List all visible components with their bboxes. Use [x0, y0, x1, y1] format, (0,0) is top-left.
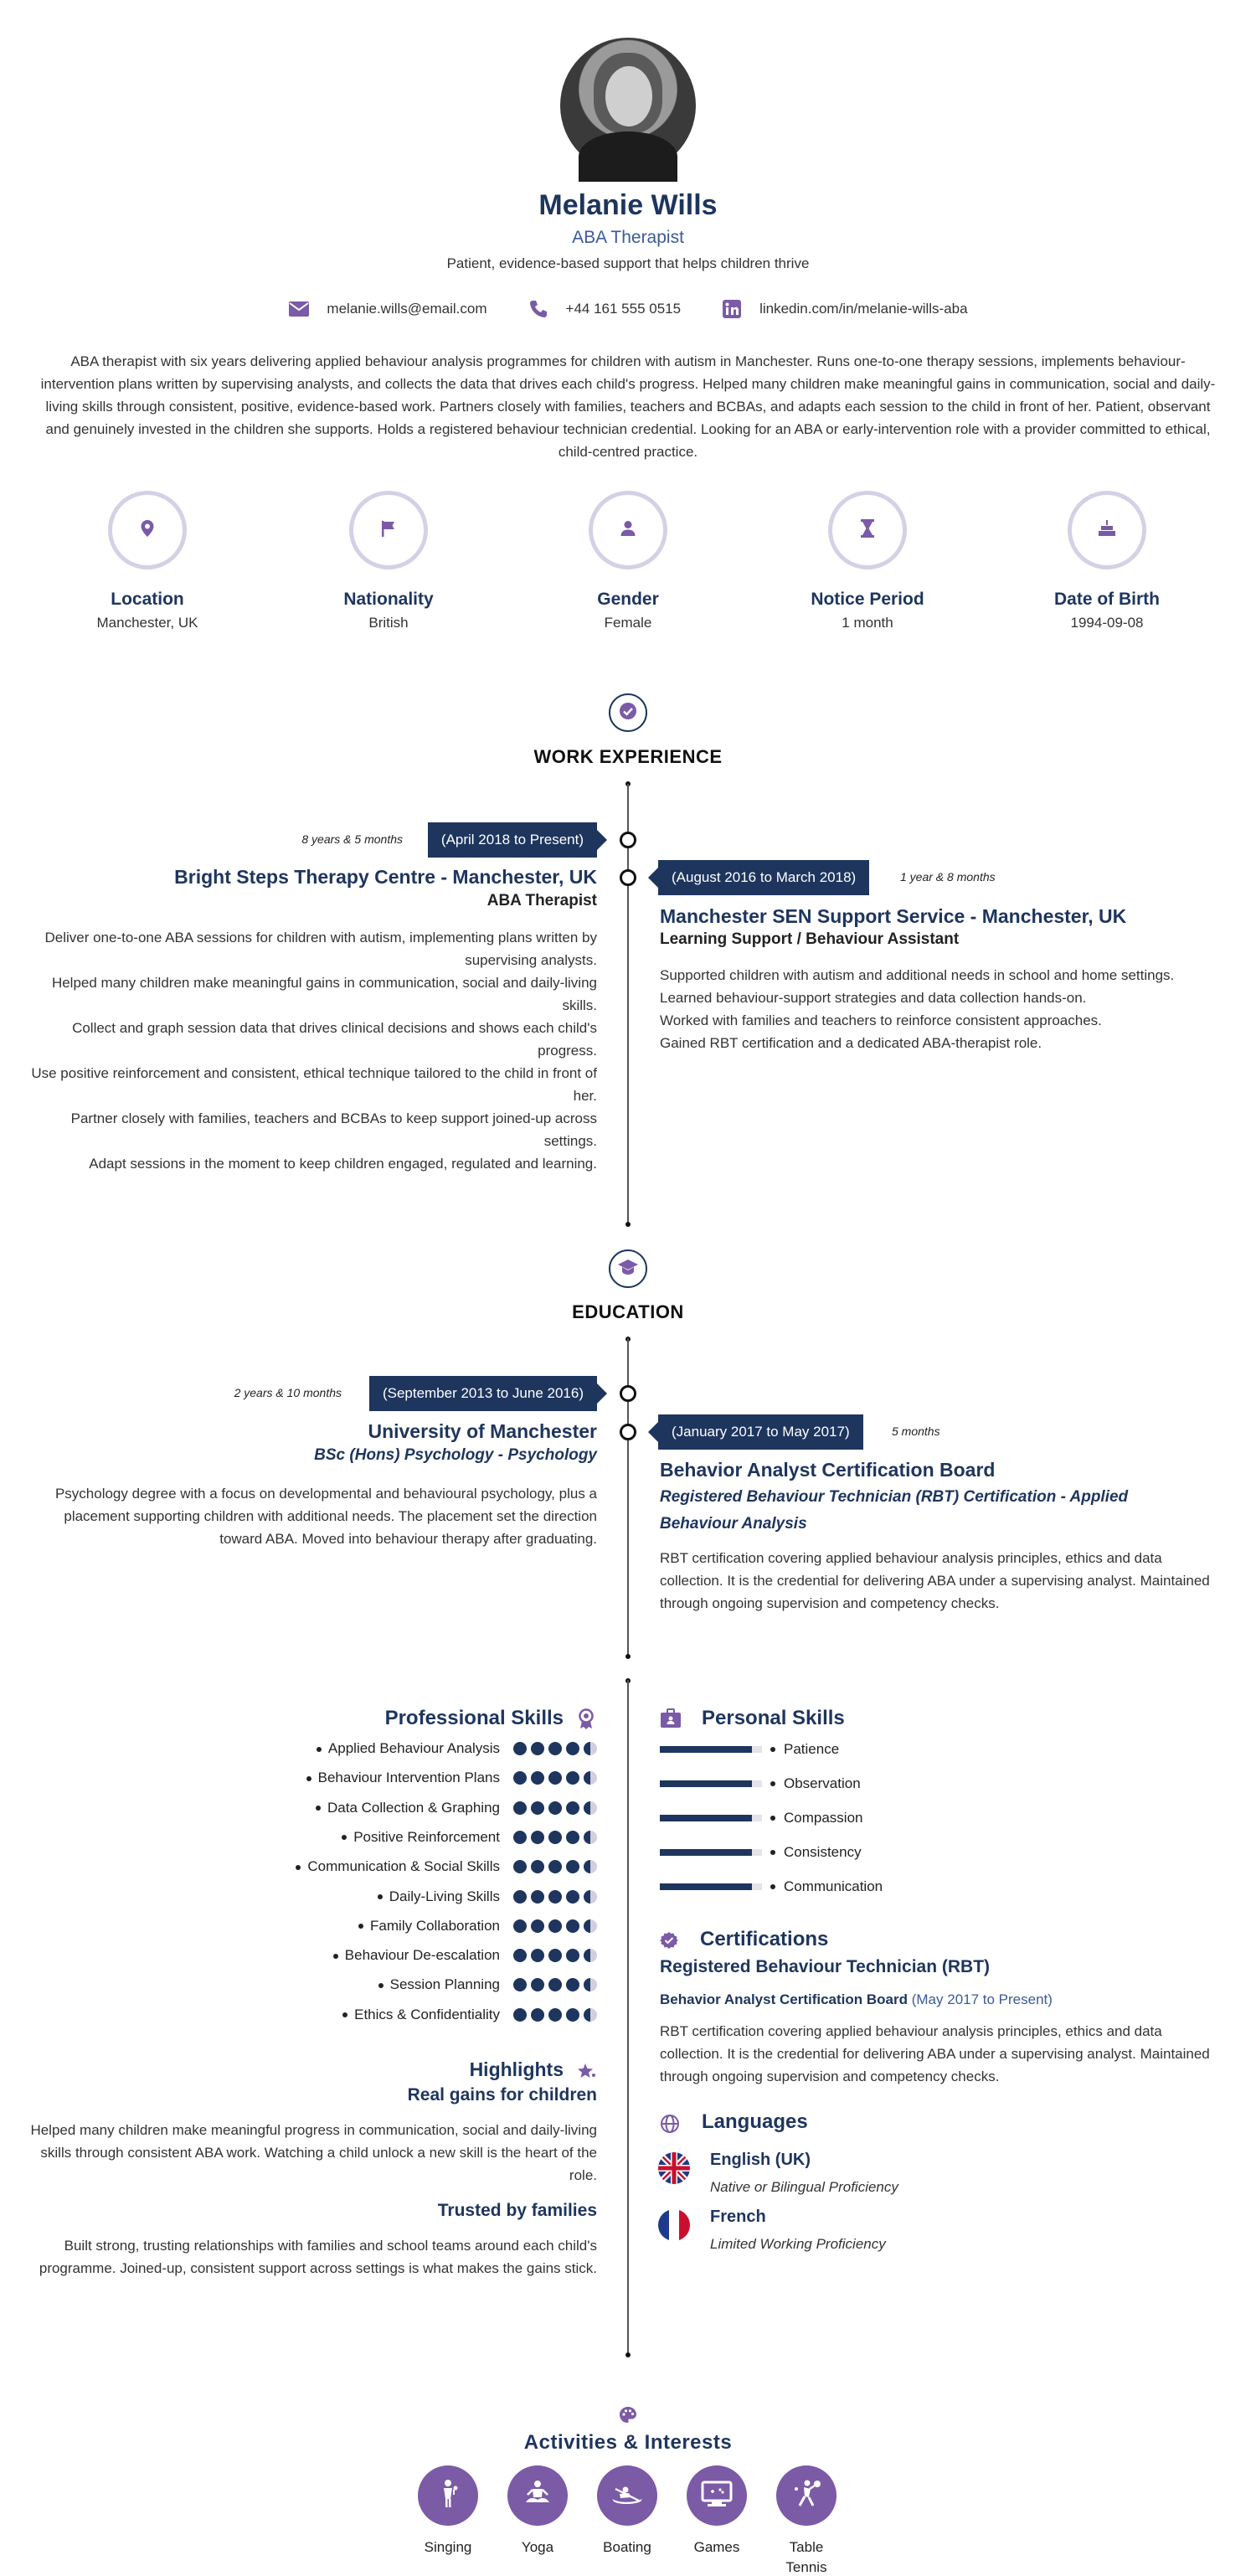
rating-dot [584, 1742, 597, 1755]
skill-label: Session Planning [389, 1976, 500, 1993]
contact-linkedin-text[interactable]: linkedin.com/in/melanie-wills-aba [759, 301, 968, 317]
certifications-title: Certifications [700, 1928, 829, 1950]
rating-dot [584, 1978, 597, 1991]
certification-issuer: Behavior Analyst Certification Board [660, 1991, 908, 2007]
rating-dot [584, 2008, 597, 2022]
info-value: 1 month [842, 615, 893, 631]
list-item: Helped many children make meaningful gains in communication, social and daily-living skills. [51, 975, 597, 1013]
rating-dot [566, 1978, 579, 1991]
rating-dot [531, 1831, 544, 1844]
rating-dot [513, 1949, 527, 1962]
education-dates-tag: (January 2017 to May 2017) [658, 1414, 863, 1450]
table-tennis-icon [789, 2477, 824, 2515]
professional-skill-row [378, 1886, 597, 1908]
language-level: Limited Working Proficiency [710, 2236, 886, 2252]
education-description: RBT certification covering applied behaviour analysis principles, ethics and data collection. It is the credential for delivering ABA under a supervising analyst. Maintained through ongoing supervision and competency checks. [660, 1550, 1210, 1611]
skill-rating-dots [513, 1978, 597, 1991]
rating-dot [584, 1949, 597, 1962]
interest-boating [597, 2465, 657, 2558]
interest-label: Boating [603, 2539, 651, 2555]
job-title: ABA Therapist [572, 228, 684, 247]
skill-label: Daily-Living Skills [389, 1888, 500, 1904]
rating-dot [513, 1978, 527, 1991]
info-date-of-birth [1040, 491, 1174, 631]
skill-label: Positive Reinforcement [353, 1828, 500, 1845]
language-name: French [710, 2208, 766, 2226]
skill-label: Observation [784, 1775, 861, 1791]
boating-icon [609, 2477, 646, 2515]
rating-dot [584, 1831, 597, 1844]
rating-dot [566, 1919, 579, 1933]
mail-icon [288, 300, 310, 318]
person-icon [619, 519, 637, 542]
contact-phone-text[interactable]: +44 161 555 0515 [565, 301, 682, 317]
languages-title: Languages [702, 2110, 808, 2133]
rating-dot [513, 1801, 527, 1815]
education-dates-tag: (September 2013 to June 2016) [369, 1376, 597, 1411]
rating-dot [513, 1860, 527, 1873]
language-name: English (UK) [710, 2151, 811, 2169]
professional-skill-row [306, 1767, 597, 1789]
timeline-node [620, 1424, 636, 1440]
work-org: Bright Steps Therapy Centre - Manchester, UK [174, 866, 597, 888]
highlight-title: Real gains for children [407, 2085, 597, 2105]
rating-dot [531, 1890, 544, 1904]
rating-dot [548, 2008, 562, 2022]
rating-dot [548, 1890, 562, 1904]
briefcase-badge-icon [660, 1708, 682, 1733]
timeline-node [620, 1385, 636, 1402]
rating-dot [566, 1771, 579, 1785]
education-org: Behavior Analyst Certification Board [660, 1459, 996, 1481]
rating-dot [566, 1801, 579, 1815]
rating-dot [513, 1919, 527, 1933]
list-item: Supported children with autism and additional needs in school and home settings. [660, 967, 1175, 983]
education-org: University of Manchester [368, 1420, 597, 1442]
graduation-cap-icon [617, 1258, 639, 1280]
professional-skill-name [378, 1888, 500, 1905]
list-item: Deliver one-to-one ABA sessions for children with autism, implementing plans written by supervising analysts. [44, 930, 597, 968]
rating-dot [548, 1860, 562, 1873]
skill-rating-dots [513, 1801, 597, 1815]
rating-dot [566, 1949, 579, 1962]
skill-label: Behaviour De-escalation [344, 1947, 500, 1964]
skill-level-bar [660, 1883, 762, 1890]
highlight-title: Trusted by families [437, 2201, 597, 2220]
skills-timeline [627, 1680, 629, 2355]
certification-description: RBT certification covering applied behaviour analysis principles, ethics and data collection. It is the credential for delivering ABA under a supervising analyst. Maintained through ongoing supervision and competency checks. [660, 2023, 1210, 2084]
france-flag-icon [658, 2209, 690, 2241]
skill-level-bar [660, 1780, 762, 1787]
skill-label: Communication [784, 1878, 883, 1894]
skill-rating-dots [513, 2008, 597, 2022]
professional-skill-row [358, 1915, 597, 1937]
rating-dot [566, 1890, 579, 1904]
skill-rating-dots [513, 1890, 597, 1904]
contact-linkedin[interactable] [721, 300, 968, 318]
personal-skill-row [660, 1773, 861, 1795]
info-label: Gender [597, 590, 659, 609]
skill-level-bar [660, 1849, 762, 1856]
rating-dot [548, 1831, 562, 1844]
professional-skills-title: Professional Skills [384, 1707, 564, 1729]
rating-dot [531, 1860, 544, 1873]
rating-dot [531, 1919, 544, 1933]
tagline: Patient, evidence-based support that helps children thrive [446, 255, 810, 271]
hourglass-icon [858, 518, 877, 543]
interest-yoga [507, 2465, 568, 2558]
professional-skill-row [316, 1797, 597, 1819]
work-section-title: WORK EXPERIENCE [533, 746, 723, 767]
rating-dot [548, 1742, 562, 1755]
skill-rating-dots [513, 1742, 597, 1755]
flag-icon [379, 519, 398, 542]
rating-dot [513, 1742, 527, 1755]
rating-dot [584, 1801, 597, 1815]
interest-label: Singing [424, 2539, 472, 2555]
timeline-dot [625, 1222, 631, 1227]
palette-icon [618, 2405, 638, 2429]
work-role: Learning Support / Behaviour Assistant [660, 930, 960, 948]
work-duration: 1 year & 8 months [900, 870, 996, 884]
certification-name: Registered Behaviour Technician (RBT) [660, 1957, 991, 1976]
info-label: Notice Period [811, 590, 924, 609]
star-sparkle-icon [577, 2062, 597, 2084]
personal-skills-title: Personal Skills [702, 1707, 845, 1729]
skill-level-bar [660, 1815, 762, 1821]
work-dates-tag: (August 2016 to March 2018) [658, 860, 869, 895]
rating-dot [584, 1771, 597, 1785]
interest-singing [418, 2465, 478, 2558]
games-icon [699, 2477, 734, 2515]
candidate-name: Melanie Wills [538, 189, 718, 221]
info-value: British [368, 615, 409, 631]
list-item: Use positive reinforcement and consistent, ethical technique tailored to the child in front of her. [31, 1065, 597, 1104]
uk-flag-icon [658, 2152, 690, 2184]
list-item: Partner closely with families, teachers and BCBAs to keep support joined-up across settings. [70, 1110, 597, 1149]
skill-label: Data Collection & Graphing [327, 1799, 500, 1816]
professional-skill-row [317, 1738, 597, 1759]
interest-table-tennis [776, 2465, 836, 2576]
education-description: Psychology degree with a focus on developmental and behavioural psychology, plus a placement supporting children with additional needs. The placement set the direction toward ABA. Moved into behaviour therapy after graduating. [54, 1486, 597, 1547]
skill-label: Compassion [784, 1810, 863, 1826]
personal-skill-row [660, 1842, 862, 1863]
timeline-node [620, 832, 636, 848]
education-degree: Registered Behaviour Technician (RBT) Certification - Applied Behaviour Analysis [660, 1488, 1129, 1533]
info-location [80, 491, 214, 631]
timeline-dot [625, 2352, 631, 2357]
language-level: Native or Bilingual Proficiency [710, 2179, 898, 2195]
rating-dot [566, 1831, 579, 1844]
rating-dot [531, 1978, 544, 1991]
contact-email[interactable] [288, 300, 486, 318]
rating-dot [531, 1742, 544, 1755]
rating-dot [513, 2008, 527, 2022]
birthday-cake-icon [1097, 518, 1117, 543]
profile-photo [560, 38, 696, 173]
rating-dot [548, 1978, 562, 1991]
rating-dot [584, 1860, 597, 1873]
professional-skill-name [296, 1858, 500, 1875]
info-label: Nationality [343, 590, 434, 609]
info-value: Female [604, 615, 652, 631]
skill-rating-dots [513, 1771, 597, 1785]
list-item: Learned behaviour-support strategies and data collection hands-on. [660, 990, 1087, 1006]
personal-skill-row [660, 1739, 839, 1760]
education-degree: BSc (Hons) Psychology - Psychology [314, 1446, 597, 1464]
professional-skill-name [358, 1918, 500, 1935]
personal-skill-row [660, 1807, 863, 1829]
skill-label: Behaviour Intervention Plans [317, 1770, 500, 1786]
info-label: Date of Birth [1054, 590, 1160, 609]
info-label: Location [111, 590, 184, 609]
rating-dot [584, 1890, 597, 1904]
rating-dot [548, 1801, 562, 1815]
profile-summary: ABA therapist with six years delivering applied behaviour analysis programmes for children with autism in Manchester. Runs one-to-one therapy sessions, implements behaviour-intervention plans written by supervising analysts, and collects the data that drives each child's progress. Helped many children make meaningful gains in communication, social and daily-living skills through consistent, positive, evidence-based work. Partners closely with families, teachers and BCBAs, and adapts each session to the child in front of her. Patient, observant and genuinely invested in the children she supports. Holds a registered behaviour technician credential. Looking for an ABA or early-intervention role with a provider committed to ethical, child-centred practice. [40, 353, 1216, 460]
interest-label: Yoga [521, 2539, 554, 2555]
education-duration: 5 months [892, 1425, 940, 1438]
professional-skill-row [333, 1945, 597, 1966]
badge-check-icon [618, 701, 638, 725]
info-value: 1994-09-08 [1070, 615, 1144, 631]
personal-skill-row [660, 1876, 883, 1898]
work-bullets [660, 964, 1229, 1054]
rating-dot [531, 2008, 544, 2022]
professional-skill-name [306, 1770, 500, 1786]
skill-label: Ethics & Confidentiality [354, 2006, 500, 2022]
skill-label: Applied Behaviour Analysis [327, 1740, 500, 1756]
professional-skill-name [342, 1829, 500, 1846]
rating-dot [548, 1771, 562, 1785]
list-item: Collect and graph session data that drives clinical decisions and shows each child's progress. [72, 1020, 597, 1059]
rating-dot [531, 1949, 544, 1962]
rating-dot [548, 1919, 562, 1933]
rating-dot [566, 1742, 579, 1755]
work-duration: 8 years & 5 months [301, 832, 403, 846]
skill-rating-dots [513, 1919, 597, 1933]
list-item: Worked with families and teachers to reinforce consistent approaches. [660, 1012, 1102, 1028]
professional-skill-name [317, 1740, 500, 1757]
highlight-text: Built strong, trusting relationships with families and school teams around each child's programme. Joined-up, consistent support across settings is what makes the gains stick. [39, 2238, 597, 2276]
contact-phone[interactable] [528, 300, 682, 318]
rating-dot [566, 1860, 579, 1873]
highlights-title: Highlights [469, 2058, 564, 2080]
skill-rating-dots [513, 1831, 597, 1844]
linkedin-icon [721, 300, 743, 318]
professional-skill-name [333, 1947, 500, 1964]
skill-label: Family Collaboration [370, 1917, 500, 1934]
interest-label: Table Tennis [785, 2539, 827, 2575]
info-nationality [322, 491, 456, 631]
professional-skill-row [296, 1856, 597, 1878]
contact-email-text[interactable]: melanie.wills@email.com [327, 301, 487, 317]
professional-skill-name [378, 1976, 500, 1993]
info-notice-period [800, 491, 934, 631]
skill-label: Consistency [784, 1844, 862, 1860]
info-gender [561, 491, 695, 631]
work-section-icon [609, 693, 647, 732]
work-timeline [627, 784, 629, 1224]
timeline-dot [625, 1654, 631, 1659]
contact-bar [0, 300, 1256, 318]
skill-label: Patience [784, 1741, 840, 1757]
education-section-icon [609, 1249, 647, 1288]
professional-skill-name [342, 2007, 500, 2023]
rating-dot [548, 1949, 562, 1962]
skill-rating-dots [513, 1860, 597, 1873]
info-value: Manchester, UK [96, 615, 198, 631]
education-duration: 2 years & 10 months [234, 1386, 342, 1399]
interests-title: Activities & Interests [523, 2431, 733, 2454]
professional-skill-name [316, 1800, 500, 1816]
work-bullets [28, 926, 597, 1175]
globe-icon [660, 2114, 680, 2138]
timeline-node [620, 869, 636, 886]
work-dates-tag: (April 2018 to Present) [428, 822, 597, 858]
rating-dot [584, 1919, 597, 1933]
list-item: Gained RBT certification and a dedicated ABA-therapist role. [660, 1035, 1042, 1051]
highlight-text: Helped many children make meaningful progress in communication, social and daily-living skills through consistent ABA work. Watching a child unlock a new skill is the heart of the role. [30, 2122, 597, 2183]
award-ribbon-icon [577, 1708, 595, 1734]
work-org: Manchester SEN Support Service - Manchester, UK [660, 905, 1127, 927]
rating-dot [531, 1801, 544, 1815]
certification-issuer-line [660, 1991, 1053, 2008]
interest-games [687, 2465, 747, 2558]
location-pin-icon [138, 519, 157, 542]
work-role: ABA Therapist [486, 892, 597, 909]
professional-skill-row [342, 1826, 597, 1848]
skill-label: Communication & Social Skills [307, 1858, 500, 1875]
skill-rating-dots [513, 1949, 597, 1962]
rating-dot [513, 1771, 527, 1785]
education-section-title: EDUCATION [572, 1301, 684, 1322]
rating-dot [513, 1890, 527, 1904]
certificate-seal-icon [660, 1931, 678, 1954]
professional-skill-row [342, 2004, 597, 2026]
professional-skill-row [378, 1974, 597, 1996]
interest-label: Games [693, 2539, 740, 2555]
yoga-icon [521, 2477, 554, 2515]
singing-icon [431, 2477, 465, 2515]
rating-dot [513, 1831, 527, 1844]
phone-icon [528, 300, 549, 318]
skill-level-bar [660, 1746, 762, 1753]
list-item: Adapt sessions in the moment to keep children engaged, regulated and learning. [89, 1156, 597, 1172]
rating-dot [531, 1771, 544, 1785]
rating-dot [566, 2008, 579, 2022]
certification-dates: (May 2017 to Present) [911, 1991, 1053, 2007]
